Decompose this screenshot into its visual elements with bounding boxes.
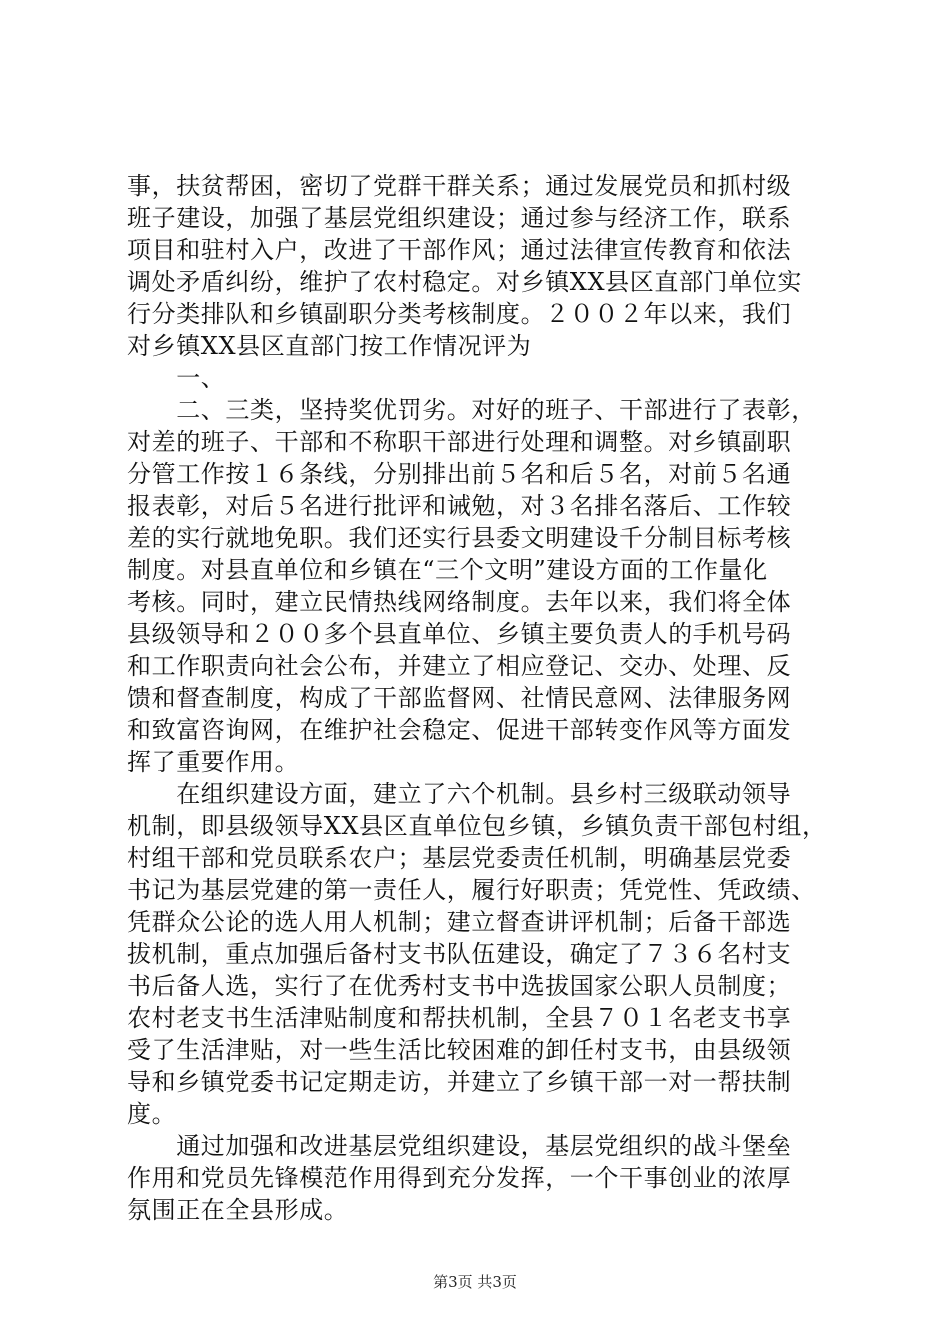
text-line: 度。 (127, 1100, 177, 1128)
text-line: 作用和党员先锋模范作用得到充分发挥，一个干事创业的浓厚 (127, 1164, 792, 1192)
text-line: 书后备人选，实行了在优秀村支书中选拔国家公职人员制度； (127, 972, 792, 1000)
text-line: 和工作职责向社会公布，并建立了相应登记、交办、处理、反 (127, 652, 792, 680)
text-line: 调处矛盾纠纷，维护了农村稳定。对乡镇XX县区直部门单位实 (127, 268, 802, 296)
text-line: 村组干部和党员联系农户；基层党委责任机制，明确基层党委 (127, 844, 792, 872)
text-line: 受了生活津贴，对一些生活比较困难的卸任村支书，由县级领 (127, 1036, 792, 1064)
text-line: 农村老支书生活津贴制度和帮扶机制，全县７０１名老支书享 (127, 1004, 792, 1032)
text-line: 氛围正在全县形成。 (127, 1196, 349, 1224)
text-line: 报表彰，对后５名进行批评和诫勉，对３名排名落后、工作较 (127, 492, 792, 520)
text-line: 凭群众公论的选人用人机制；建立督查讲评机制；后备干部选 (127, 908, 792, 936)
text-line: 在组织建设方面，建立了六个机制。县乡村三级联动领导 (127, 780, 792, 808)
text-line: 机制，即县级领导XX县区直单位包乡镇，乡镇负责干部包村组， (127, 812, 827, 840)
text-line: 挥了重要作用。 (127, 748, 300, 776)
text-line: 制度。对县直单位和乡镇在“三个文明”建设方面的工作量化 (127, 556, 768, 584)
text-line: 一、 (127, 364, 226, 392)
text-line: 考核。同时，建立民情热线网络制度。去年以来，我们将全体 (127, 588, 792, 616)
text-line: 导和乡镇党委书记定期走访，并建立了乡镇干部一对一帮扶制 (127, 1068, 792, 1096)
text-line: 事，扶贫帮困，密切了党群干群关系；通过发展党员和抓村级 (127, 172, 792, 200)
text-line: 对乡镇XX县区直部门按工作情况评为 (127, 332, 532, 360)
body-text (127, 170, 827, 1226)
text-line: 二、三类，坚持奖优罚劣。对好的班子、干部进行了表彰， (127, 396, 816, 424)
page-number-label: 第3页 共3页 (433, 1273, 517, 1291)
text-line: 项目和驻村入户，改进了干部作风；通过法律宣传教育和依法 (127, 236, 792, 264)
text-line: 对差的班子、干部和不称职干部进行处理和调整。对乡镇副职 (127, 428, 792, 456)
text-line: 拔机制，重点加强后备村支书队伍建设，确定了７３６名村支 (127, 940, 792, 968)
text-line: 行分类排队和乡镇副职分类考核制度。２００２年以来，我们 (127, 300, 792, 328)
text-line: 差的实行就地免职。我们还实行县委文明建设千分制目标考核 (127, 524, 792, 552)
text-line: 通过加强和改进基层党组织建设，基层党组织的战斗堡垒 (127, 1132, 792, 1160)
text-line: 馈和督查制度，构成了干部监督网、社情民意网、法律服务网 (127, 684, 792, 712)
text-line: 书记为基层党建的第一责任人，履行好职责；凭党性、凭政绩、 (127, 876, 816, 904)
text-line: 和致富咨询网，在维护社会稳定、促进干部转变作风等方面发 (127, 716, 792, 744)
page-footer (0, 1272, 950, 1292)
text-line: 县级领导和２００多个县直单位、乡镇主要负责人的手机号码 (127, 620, 792, 648)
text-line: 班子建设，加强了基层党组织建设；通过参与经济工作，联系 (127, 204, 792, 232)
text-line: 分管工作按１６条线，分别排出前５名和后５名，对前５名通 (127, 460, 792, 488)
